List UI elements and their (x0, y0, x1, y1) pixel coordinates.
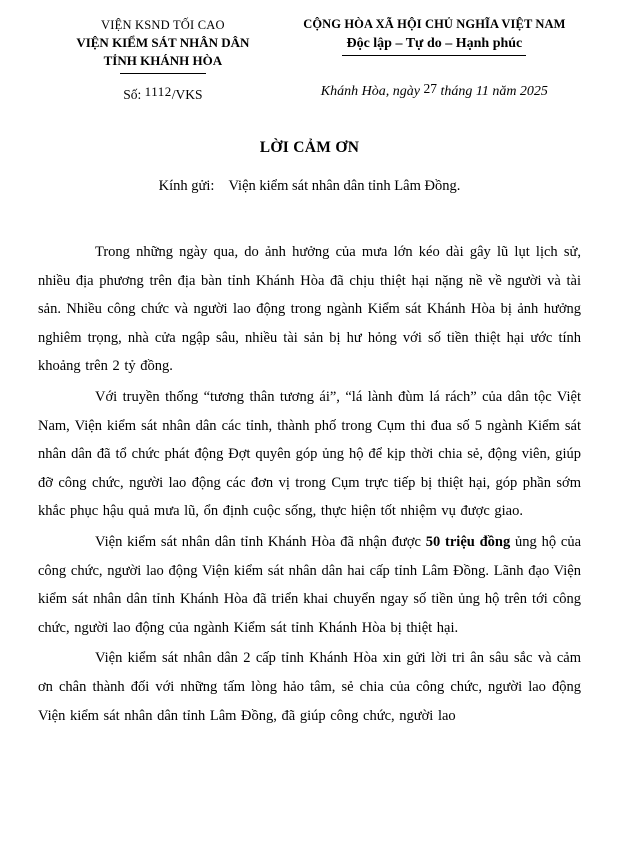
date-day: 27 (423, 81, 437, 96)
greeting-line (38, 178, 581, 195)
document-number-suffix: /VKS (171, 87, 203, 102)
paragraph-text: Viện kiểm sát nhân dân 2 cấp tỉnh Khánh Hòa xin gửi lời tri ân sâu sắc và cảm ơn chân thành đối với những tấm lòng hảo tâm, sẻ chia của công chức, người lao động Viện kiểm sát nhân dân tỉnh Lâm Đồng, đã giúp công chức, người lao (38, 650, 581, 724)
national-motto: Độc lập – Tự do – Hạnh phúc (342, 34, 526, 56)
date-suffix: tháng 11 năm 2025 (440, 84, 548, 99)
national-motto-wrap (288, 34, 581, 56)
greeting-label: Kính gửi: (158, 178, 215, 194)
date-prefix: Khánh Hòa, ngày (320, 84, 420, 99)
document-body (38, 238, 581, 730)
body-paragraph (38, 383, 581, 526)
paragraph-text: Viện kiểm sát nhân dân tỉnh Khánh Hòa đã nhận được (95, 533, 426, 550)
greeting-recipient: Viện kiểm sát nhân dân tỉnh Lâm Đồng. (228, 178, 461, 194)
paragraph-text: Trong những ngày qua, do ảnh hưởng của mưa lớn kéo dài gây lũ lụt lịch sử, nhiều địa phương trên địa bàn tỉnh Khánh Hòa đã chịu thiệt hại nặng nề về người và tài sản. Nhiều công chức và người lao động trong ngành Kiểm sát Khánh Hòa bị ảnh hưởng nghiêm trọng, nhà cửa ngập sâu, nhiều tài sản bị hư hỏng với số tiền thiệt hại ước tính khoảng trên 2 tỷ đồng. (38, 244, 581, 375)
national-title: CỘNG HÒA XÃ HỘI CHỦ NGHĨA VIỆT NAM (303, 17, 566, 31)
agency-name: VIỆN KIỂM SÁT NHÂN DÂN (76, 35, 250, 50)
paragraph-text-bold: 50 triệu đồng (425, 533, 511, 550)
body-paragraph (38, 238, 581, 381)
issuing-agency-block (38, 16, 288, 103)
agency-province: TỈNH KHÁNH HÒA (103, 53, 223, 68)
body-paragraph (38, 528, 581, 642)
place-date-line (288, 83, 581, 100)
paragraph-text: ủng hộ của công chức, người lao động Viện kiểm sát nhân dân hai cấp tỉnh Lâm Đồng. Lãnh đạo Viện kiểm sát nhân dân tỉnh Khánh Hòa đã triển khai chuyển ngay số tiền ủng hộ trên tới công chức, người lao động của ngành Kiểm sát tỉnh Khánh Hòa bị thiệt hại. (38, 533, 582, 636)
body-paragraph (38, 644, 581, 730)
document-header (38, 16, 581, 103)
document-number (38, 84, 288, 103)
document-number-value: 1112 (144, 84, 172, 99)
paragraph-text: Với truyền thống “tương thân tương ái”, “lá lành đùm lá rách” của dân tộc Việt Nam, Viện kiểm sát nhân dân các tỉnh, thành phố trong Cụm thi đua số 5 ngành Kiểm sát nhân dân đã tổ chức phát động Đợt quyên góp ủng hộ để kịp thời chia sẻ, động viên, giúp đỡ công chức, người lao động các đơn vị trong Cụm trực tiếp bị thiệt hại, góp phần sớm khắc phục hậu quả mưa lũ, ổn định cuộc sống, thực hiện tốt nhiệm vụ được giao. (38, 388, 581, 520)
agency-underline (120, 73, 206, 74)
parent-agency-name: VIỆN KSND TỐI CAO (101, 18, 225, 32)
national-motto-block (288, 16, 581, 100)
document-number-label: Số: (123, 87, 142, 102)
document-title: LỜI CẢM ƠN (259, 139, 360, 156)
